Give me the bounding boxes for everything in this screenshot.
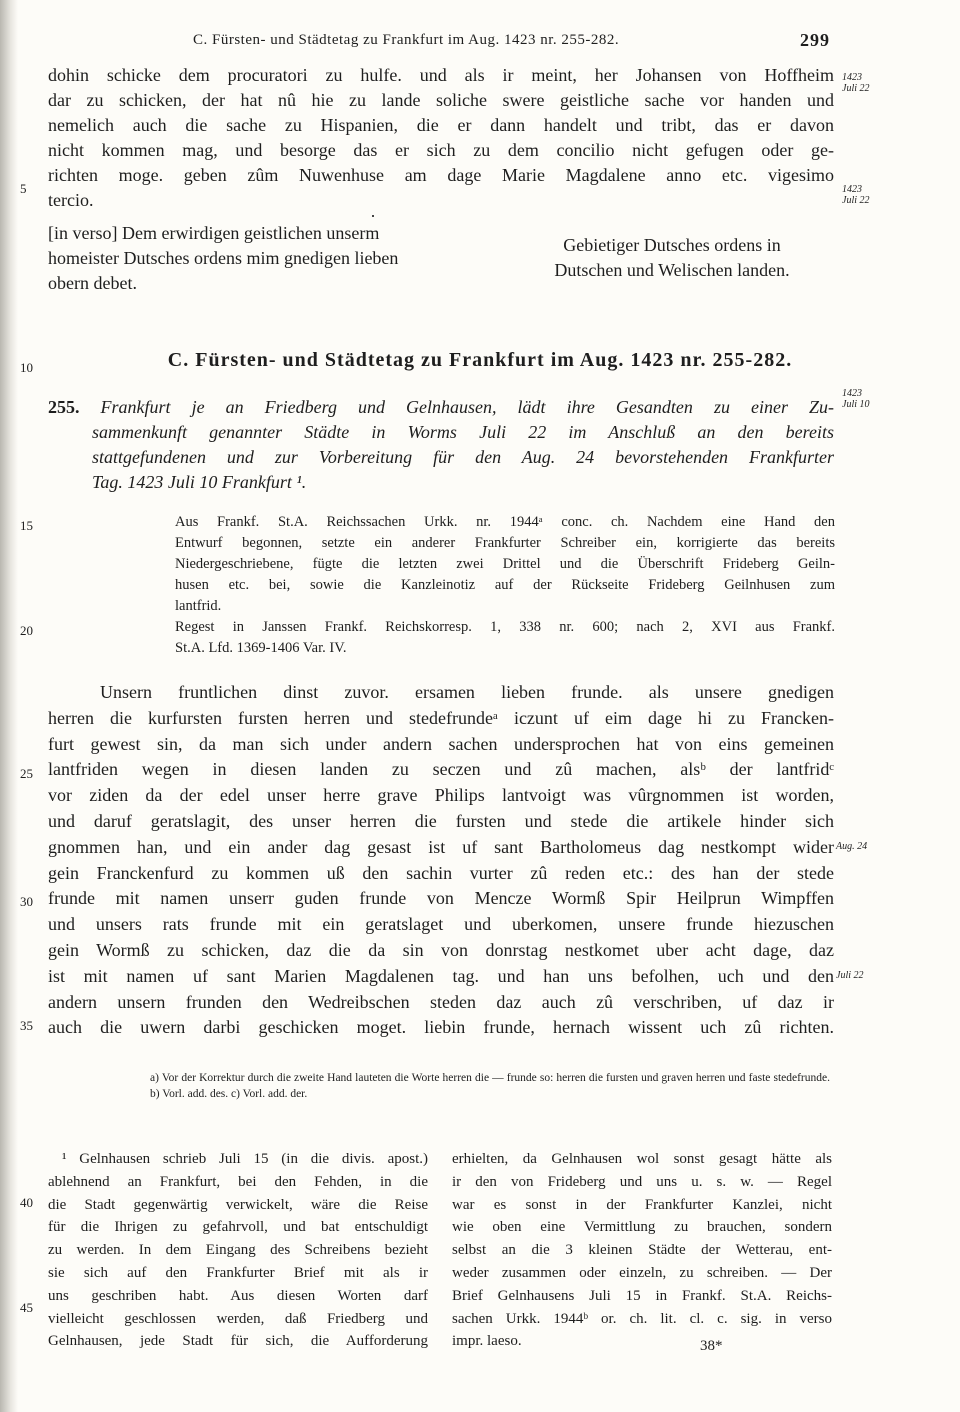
address-left [48,221,508,296]
body-line: frunde mit namen unserr guden frunde von Mencze Wormß Spir Heilprun Wimpffen [48,888,834,909]
footnote-line: ablehnend an Frankfurt, bei den Fehden, in die [48,1173,428,1190]
address-line: obern debet. [48,273,137,293]
margin-year: 1423 [842,388,862,399]
footnote-line: sachen Urkk. 1944ᵇ or. ch. lit. cl. c. sig. in verso [452,1310,832,1327]
margin-day: Juli 22 [842,195,870,206]
footnote-line: selbst an die 3 kleinen Städte der Wetterau, ent- [452,1242,832,1259]
running-title: C. Fürsten- und Städtetag zu Frankfurt im Aug. 1423 nr. 255-282. [193,32,620,48]
regest-line: stattgefundenen und zur Vorbereitung für den Aug. 24 bevorstehenden Frankfurter [92,447,834,467]
separator-dot [372,215,374,217]
address-line: Dutschen und Welischen landen. [554,260,790,280]
body-line: lantfriden wegen in diesen landen zu seczen und zû machen, alsᵇ der lantfridᶜ [48,759,834,780]
signature-mark: 38* [700,1338,723,1354]
line-number: 25 [20,766,33,781]
footnote-line: Gelnhausen, jede Stadt für sich, die Aufforderung [48,1333,428,1350]
regest-text: Frankfurt je an Friedberg und Gelnhausen, lädt ihre Gesandten zu einer Zu- [100,397,834,417]
footnote-line: zu werden. In dem Eingang des Schreibens bezieht [48,1242,428,1259]
footnote-line: erhielten, da Gelnhausen wol sonst gesagt hätte als [452,1151,832,1167]
footnote-line: ir den von Frideberg und uns u. s. w. — Regel [452,1173,832,1190]
footnote-line: war es sonst in der Frankfurter Kanzlei, nicht [452,1196,832,1213]
margin-date: Aug. 24 [836,841,868,852]
footnote-left-column [48,1148,428,1353]
section-title: C. Fürsten- und Städtetag zu Frankfurt im Aug. 1423 nr. 255-282. [167,349,793,371]
address-right [522,233,822,283]
footnote-line: uns geschriben habt. Aus diesen Worten darf [48,1287,428,1304]
letter-body [48,680,834,1041]
margin-date [842,184,870,206]
line-number: 10 [20,360,33,375]
address-line: Gebietiger Dutsches ordens in [563,235,781,255]
line-number: 45 [20,1300,33,1315]
body-line: Unsern fruntlichen dinst zuvor. ersamen lieben frunde. als unsere gnedigen [100,682,834,702]
margin-date [842,388,870,410]
text-line: dar zu schicken, der hat nû hie zu lande soliche swere geistliche sache vor handen und [48,90,834,110]
text-line: dohin schicke dem procuratori zu hulfe. und als ir meint, her Johansen von Hoffheim [48,65,834,85]
line-number: 5 [20,181,27,196]
text-line: richten moge. geben zûm Nuwenhuse am dage Marie Magdalene anno etc. vigesimo [48,165,834,185]
margin-date: Juli 22 [836,970,864,981]
margin-day: Juli 10 [842,399,870,410]
footnote-line: vielleicht geschlossen werden, daß Friedberg und [48,1310,428,1327]
text-line: nicht kommen mag, und besorge das er sich zu dem concilio nicht gefugen oder ge- [48,140,834,160]
source-line: husen etc. bei, sowie die Kanzleinotiz auf der Rückseite Frideberg Geilnhusen zum [175,577,835,593]
body-line: furt gewest sin, da man sich under andern sachen undersprochen hat von eins gemeinen [48,733,834,754]
regest-line: Tag. 1423 Juli 10 Frankfurt ¹. [92,472,307,492]
line-number: 30 [20,894,33,909]
margin-date [842,72,870,94]
source-notes [175,512,835,659]
body-line: auch die uwern darbi geschicken moget. liebin frunde, hernach wissent uch zû richten. [48,1017,834,1038]
source-line: Aus Frankf. St.A. Reichssachen Urkk. nr. 1944ᵃ conc. ch. Nachdem eine Hand den [175,514,835,530]
source-line: Niedergeschriebene, fügte die letzten zwei Drittel und die Überschrift Frideberg Geiln- [175,556,835,572]
body-line: herren die kurfursten fursten herren und stedefrundeᵃ iczunt uf eim dage hi zu Francken- [48,707,834,728]
footnote-line: ¹ Gelnhausen schrieb Juli 15 (in die divis. apost.) [62,1151,428,1167]
footnote-line: für die Ihrigen zu gefahrvoll, und bat entschuldigt [48,1219,428,1236]
footnote-right-column [452,1148,832,1353]
line-number: 15 [20,518,33,533]
variant-notes: a) Vor der Korrektur durch die zweite Hand lauteten die Worte herren die — frunde so: herren die fursten und graven herren und faste stedefrunde. b) Vorl. add. des. c) Vorl. add. der. [150,1072,830,1100]
line-number: 20 [20,623,33,638]
document-number: 255. [48,397,80,417]
body-line: und daruf geratslagit, des unser herren die fursten und stede die artikele hinder sich [48,810,834,831]
footnote-line: Brief Gelnhausens Juli 15 in Frankf. St.A. Reichs- [452,1287,832,1304]
text-line: nemelich auch die sache zu Hispanien, die er dann handelt und tribt, das er davon [48,115,834,135]
body-line: gein Franckenfurd zu kommen uß den sachin vurter zû reden etc.: des han der stede [48,862,834,883]
source-line: Entwurf begonnen, setzte ein anderer Frankfurter Schreiber ein, korrigierte das bereits [175,535,835,551]
source-line: lantfrid. [175,598,222,614]
margin-year: 1423 [842,72,862,83]
previous-letter-text [48,63,834,213]
regest-line [48,395,834,420]
margin-year: 1423 [842,184,862,195]
regest-line: sammenkunft genannter Städte in Worms Juli 22 im Anschluß an den bereits [92,422,834,442]
line-number: 35 [20,1018,33,1033]
footnote-line: sie sich auf den Frankfurter Brief mit als ir [48,1264,428,1281]
footnote-line: wie oben eine Vermittlung zu brauchen, sondern [452,1219,832,1236]
footnote-line: die Stadt gegenwärtig verwickelt, wäre die Reise [48,1196,428,1213]
page-spine-shadow [0,0,18,1412]
body-line: ist mit namen uf sant Marien Magdalenen tag. und han uns befolhen, uch und den [48,965,834,986]
footnote-line: impr. laeso. [452,1333,522,1350]
source-line: Regest in Janssen Frankf. Reichskorresp. 1, 338 nr. 600; nach 2, XVI aus Frankf. [175,619,835,635]
address-line: [in verso] Dem erwirdigen geistlichen unserm [48,223,380,243]
body-line: vor ziden da der edel unser herre grave Philips lantvoigt was vûrgnommen ist worden, [48,785,834,806]
page-number: 299 [800,30,830,50]
margin-day: Juli 22 [842,83,870,94]
line-number: 40 [20,1195,33,1210]
text-line: tercio. [48,190,94,210]
regest [48,395,834,495]
footnote-line: weder zusammen oder einzeln, zu schreiben. — Der [452,1264,832,1281]
body-line: gnommen han, und ein ander dag gesast ist uf sant Bartholomeus dag nestkompt wider [48,836,834,857]
body-line: andern unsern frunden den Wedreibschen steden daz auch zû verschriben, uf daz ir [48,991,834,1012]
body-line: gein Wormß zu schicken, daz die da sin von donrstag nestkomet uber acht dage, daz [48,939,834,960]
body-line: und unsers rats frunde mit ein geratslaget und uberkomen, unsere frunde hiezuschen [48,914,834,935]
source-line: St.A. Lfd. 1369-1406 Var. IV. [175,640,347,656]
address-line: homeister Dutsches ordens mim gnedigen lieben [48,248,399,268]
